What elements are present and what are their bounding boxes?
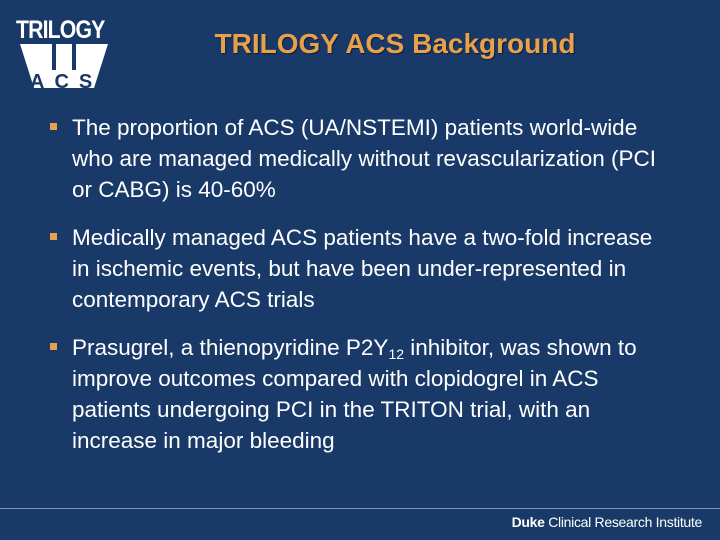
- bullet-text-pre: Prasugrel, a thienopyridine P2Y: [72, 335, 389, 360]
- bullet-square-icon: [50, 233, 57, 240]
- slide-title: TRILOGY ACS Background: [214, 28, 576, 59]
- bullet-text: [72, 335, 637, 453]
- trilogy-acs-logo: [14, 14, 114, 93]
- bullet-text-post: inhibitor, was shown to improve outcomes compared with clopidogrel in ACS patients undergoing PCI in the TRITON trial, with an increase in major bleeding: [72, 335, 637, 453]
- footer-institute-name: [512, 514, 702, 530]
- subscript-12: 12: [388, 346, 405, 362]
- bullet-text: Medically managed ACS patients have a two-fold increase in ischemic events, but have been under-represented in contemporary ACS trials: [72, 225, 653, 312]
- bullet-item: [50, 332, 670, 456]
- logo-wordmark: TRILOGY: [16, 16, 105, 44]
- bullet-list: [50, 112, 670, 473]
- bullet-text: The proportion of ACS (UA/NSTEMI) patients world-wide who are managed medically without revascularization (PCI or CABG) is 40-60%: [72, 115, 657, 202]
- footer-rest: Clinical Research Institute: [544, 514, 702, 530]
- logo-acs-letters: ACS: [30, 71, 103, 93]
- footer-duke: Duke: [511, 514, 545, 530]
- footer-divider: [0, 508, 720, 509]
- bullet-item: [50, 112, 670, 205]
- bullet-item: [50, 222, 670, 315]
- bullet-square-icon: [50, 343, 57, 350]
- bullet-square-icon: [50, 123, 57, 130]
